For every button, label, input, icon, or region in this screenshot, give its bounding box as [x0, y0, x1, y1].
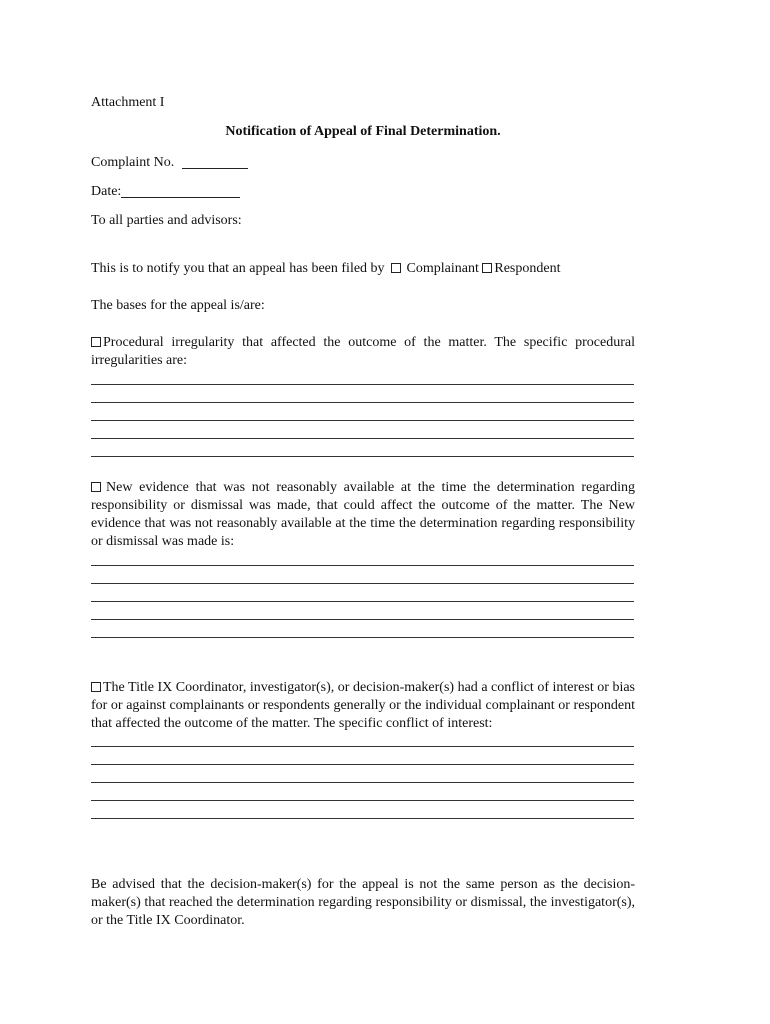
conflict-answer-line[interactable]: [91, 800, 634, 801]
basis-procedural-text: Procedural irregularity that affected the outcome of the matter. The specific procedural irregularities are:: [91, 335, 635, 368]
procedural-answer-line[interactable]: [91, 420, 634, 421]
salutation: To all parties and advisors:: [91, 213, 242, 228]
procedural-answer-line[interactable]: [91, 402, 634, 403]
date-field[interactable]: [121, 183, 240, 198]
basis-new-evidence-text: New evidence that was not reasonably available at the time the determination regarding responsibility or dismissal was made, that could affect the outcome of the matter. The New evidence that was not reasonably available at the time the determination regarding responsibility or dismissal was made is:: [91, 480, 635, 549]
conflict-answer-line[interactable]: [91, 746, 634, 747]
basis-procedural: [91, 334, 635, 370]
new-evidence-checkbox[interactable]: [91, 482, 101, 492]
attachment-label: Attachment I: [91, 95, 165, 110]
date-row: [91, 183, 240, 201]
conflict-checkbox[interactable]: [91, 682, 101, 692]
conflict-answer-line[interactable]: [91, 764, 634, 765]
respondent-option-label: Respondent: [494, 261, 561, 276]
new-evidence-answer-line[interactable]: [91, 601, 634, 602]
procedural-checkbox[interactable]: [91, 337, 101, 347]
new-evidence-answer-line[interactable]: [91, 637, 634, 638]
procedural-answer-line[interactable]: [91, 456, 634, 457]
complaint-number-label: Complaint No.: [91, 155, 175, 170]
new-evidence-answer-line[interactable]: [91, 565, 634, 566]
bases-intro: The bases for the appeal is/are:: [91, 298, 265, 313]
procedural-answer-line[interactable]: [91, 438, 634, 439]
complainant-option-label: Complainant: [406, 261, 479, 276]
complainant-checkbox[interactable]: [391, 263, 401, 273]
conflict-answer-line[interactable]: [91, 818, 634, 819]
appeal-notice-row: [91, 260, 560, 278]
conflict-answer-line[interactable]: [91, 782, 634, 783]
date-label: Date:: [91, 184, 122, 199]
basis-conflict: [91, 679, 635, 733]
document-page: [91, 0, 635, 1024]
new-evidence-answer-line[interactable]: [91, 619, 634, 620]
appeal-notice-text: This is to notify you that an appeal has been filed by: [91, 261, 385, 276]
advisory-paragraph: Be advised that the decision-maker(s) for the appeal is not the same person as the decision-maker(s) that reached the determination regarding responsibility or dismissal, the investigator(s), or the Title IX Coordinator.: [91, 877, 635, 928]
procedural-answer-line[interactable]: [91, 384, 634, 385]
new-evidence-answer-line[interactable]: [91, 583, 634, 584]
document-title: Notification of Appeal of Final Determination.: [225, 124, 501, 139]
complaint-number-row: [91, 154, 248, 172]
complaint-number-field[interactable]: [182, 154, 248, 169]
respondent-checkbox[interactable]: [482, 263, 492, 273]
basis-new-evidence: [91, 479, 635, 551]
basis-conflict-text: The Title IX Coordinator, investigator(s), or decision-maker(s) had a conflict of interest or bias for or against complainants or respondents generally or the individual complainant or respondent that affected the outcome of the matter. The specific conflict of interest:: [91, 680, 635, 731]
